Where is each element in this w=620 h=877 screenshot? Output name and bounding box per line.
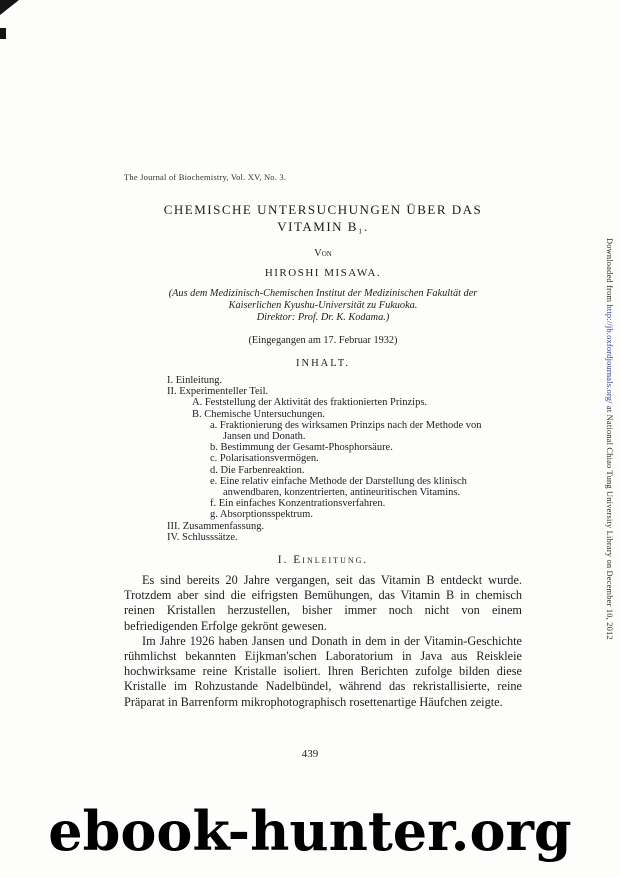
article-title-line2: VITAMIN B₁.: [277, 218, 369, 234]
toc-heading: INHALT.: [296, 358, 350, 369]
ebook-hunter-watermark: ebook-hunter.org: [48, 799, 572, 863]
toc-item: d. Die Farbenreaktion.: [210, 464, 305, 476]
download-stamp-prefix: Downloaded from: [605, 238, 614, 305]
toc-item: II. Experimenteller Teil.: [167, 386, 269, 398]
toc-item: III. Zusammenfassung.: [167, 520, 265, 532]
toc-item: c. Polarisationsvermögen.: [210, 453, 319, 465]
page-content: [124, 172, 522, 710]
affiliation-line1: (Aus dem Medizinisch-Chemischen Institut der Medizinischen Fakultät der: [168, 288, 478, 299]
body-text: [124, 573, 522, 710]
journal-header: The Journal of Biochemistry, Vol. XV, No. 3.: [124, 172, 287, 182]
section-heading: I. Einleitung.: [277, 554, 369, 567]
byline-von: Von: [314, 248, 332, 259]
scan-artifact-corner: [0, 0, 19, 15]
toc-item: g. Absorptionsspektrum.: [210, 509, 313, 521]
toc-item: a. Fraktionierung des wirksamen Prinzips nach der Methode von Jansen und Donath.: [210, 419, 482, 443]
affiliation-line2: Kaiserlichen Kyushu-Universität zu Fukuoka.: [228, 300, 418, 311]
toc-item: b. Bestimmung der Gesamt-Phosphorsäure.: [210, 442, 393, 454]
toc-item: B. Chemische Untersuchungen.: [192, 408, 325, 420]
toc-item: IV. Schlusssätze.: [167, 531, 238, 543]
affiliation: [124, 288, 522, 324]
toc-item: e. Eine relativ einfache Methode der Darstellung des klinisch anwendbaren, konzentrierten, antineuritischen Vitamins.: [210, 475, 467, 499]
affiliation-line3: Direktor: Prof. Dr. K. Kodama.): [256, 312, 390, 323]
body-paragraph: Im Jahre 1926 haben Jansen und Donath in dem in der Vitamin-Geschichte rühmlichst bekannten Eijkman'schen Laboratorium in Java aus Reiskleie hochwirksame reine Kristalle isoliert. Ihren Berichten zufolge bilden diese Kristalle im Rohzustande Nadelbündel, während das rekristallisierte, reine Präparat in Barrenform mikrophotographisch rosettenartige Häufchen zeigte.: [124, 633, 522, 709]
body-paragraph: Es sind bereits 20 Jahre vergangen, seit das Vitamin B entdeckt wurde. Trotzdem aber sind die eifrigsten Bemühungen, das Vitamin B in chemisch reinen Kristallen herzustellen, bisher immer noch nicht von einem befriedigenden Erfolge gekrönt gewesen.: [124, 573, 522, 633]
author-name: HIROSHI MISAWA.: [264, 267, 382, 279]
received-date: (Eingegangen am 17. Februar 1932): [248, 335, 398, 346]
toc-list: [124, 375, 522, 543]
scan-artifact-dash: [0, 28, 6, 39]
download-stamp-url: http://jb.oxfordjournals.org/: [605, 304, 614, 404]
toc-item: A. Feststellung der Aktivität des fraktionierten Prinzips.: [192, 397, 428, 409]
download-stamp-suffix: at National Chiao Tung University Library on December 10, 2012: [605, 403, 614, 640]
download-stamp: [605, 238, 614, 640]
article-title: [124, 202, 522, 235]
page-number: 439: [301, 748, 319, 760]
toc-item: I. Einleitung.: [167, 375, 223, 386]
toc-item: f. Ein einfaches Konzentrationsverfahren.: [210, 498, 386, 510]
article-title-line1: CHEMISCHE UNTERSUCHUNGEN ÜBER DAS: [163, 202, 483, 217]
